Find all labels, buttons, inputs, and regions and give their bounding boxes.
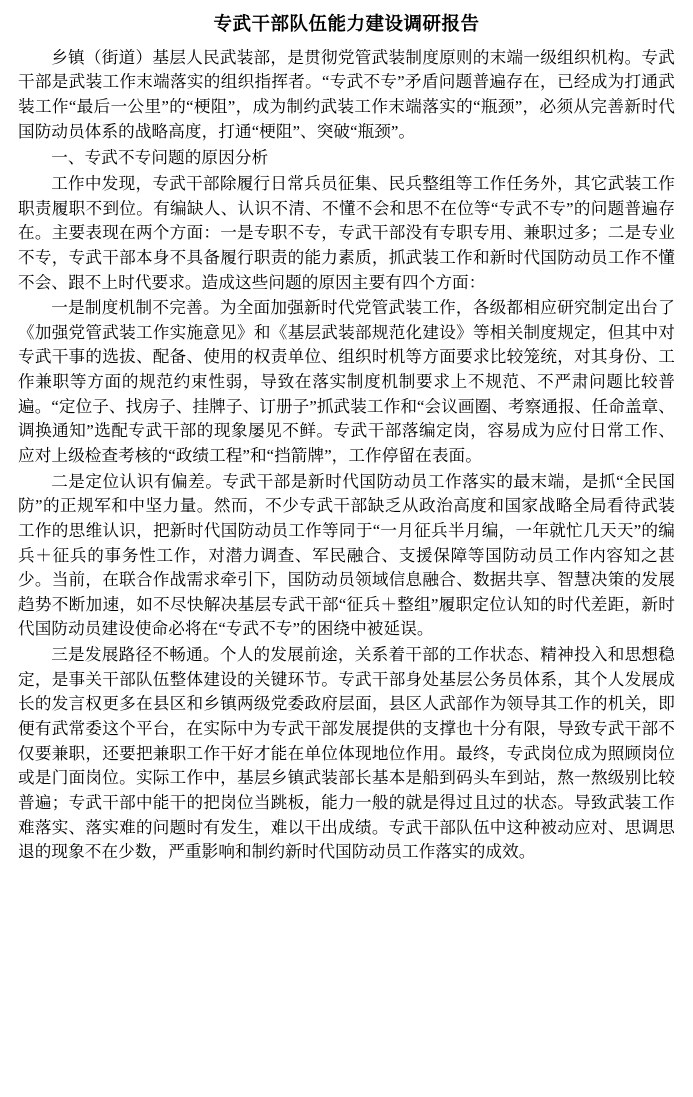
paragraph-analysis: 工作中发现，专武干部除履行日常兵员征集、民兵整组等工作任务外，其它武装工作职责履职不到位。有编缺人、认识不清、不懂不会和思不在位等“专武不专”的问题普遍存在。主要表现在两个方面：一是专职不专，专武干部没有专职专用、兼职过多；二是专业不专，专武干部本身不具备履行职责的能力素质，抓武装工作和新时代国防动员工作不懂不会、跟不上时代要求。造成这些问题的原因主要有四个方面：	[18, 173, 675, 292]
paragraph-reason-1: 一是制度机制不完善。为全面加强新时代党管武装工作，各级都相应研究制定出台了《加强党管武装工作实施意见》和《基层武装部规范化建设》等相关制度规定，但其中对专武干事的选拔、配备、使用的权责单位、组织时机等方面要求比较笼统，对其身份、工作兼职等方面的规范约束性弱，导致在落实制度机制要求上不规范、不严肃问题比较普遍。“定位子、找房子、挂牌子、订册子”抓武装工作和“会议画圈、考察通报、任命盖章、调换通知”选配专武干部的现象屡见不鲜。专武干部落编定岗，容易成为应付日常工作、应对上级检查考核的“政绩工程”和“挡箭牌”，工作停留在表面。	[18, 298, 675, 465]
page-title: 专武干部队伍能力建设调研报告	[213, 15, 480, 35]
paragraph-intro: 乡镇（街道）基层人民武装部，是贯彻党管武装制度原则的末端一级组织机构。专武干部是武装工作末端落实的组织指挥者。“专武不专”矛盾问题普遍存在，已经成为打通武装工作“最后一公里”的“梗阻”，成为制约武装工作末端落实的“瓶颈”，必须从完善新时代国防动员体系的战略高度，打通“梗阻”、突破“瓶颈”。	[18, 47, 675, 141]
paragraph-reason-2: 二是定位认识有偏差。专武干部是新时代国防动员工作落实的最末端，是抓“全民国防”的正规军和中坚力量。然而，不少专武干部缺乏从政治高度和国家战略全局看待武装工作的思维认识，把新时代国防动员工作等同于“一月征兵半月编，一年就忙几天天”的编兵＋征兵的事务性工作，对潜力调查、军民融合、支援保障等国防动员工作内容知之甚少。当前，在联合作战需求牵引下，国防动员领域信息融合、数据共享、智慧决策的发展趋势不断加速，如不尽快解决基层专武干部“征兵＋整组”履职定位认知的时代差距，新时代国防动员建设使命必将在“专武不专”的困绕中被延误。	[18, 471, 675, 639]
paragraph-reason-3: 三是发展路径不畅通。个人的发展前途，关系着干部的工作状态、精神投入和思想稳定，是事关干部队伍整体建设的关键环节。专武干部身处基层公务员体系，其个人发展成长的发言权更多在县区和乡镇两级党委政府层面，县区人武部作为领导其工作的机关，即便有武常委这个平台，在实际中为专武干部发展提供的支撑也十分有限，导致专武干部不仅要兼职，还要把兼职工作干好才能在单位体现地位作用。最终，专武岗位成为照顾岗位或是门面岗位。实际工作中，基层乡镇武装部长基本是船到码头车到站，熬一熬级别比较普遍；专武干部中能干的把岗位当跳板，能力一般的就是得过且过的状态。导致武装工作难落实、落实难的问题时有发生，难以干出成绩。专武干部队伍中这种被动应对、思调思退的现象不在少数，严重影响和制约新时代国防动员工作落实的成效。	[18, 645, 675, 862]
section-heading-1: 一、专武不专问题的原因分析	[51, 148, 269, 168]
